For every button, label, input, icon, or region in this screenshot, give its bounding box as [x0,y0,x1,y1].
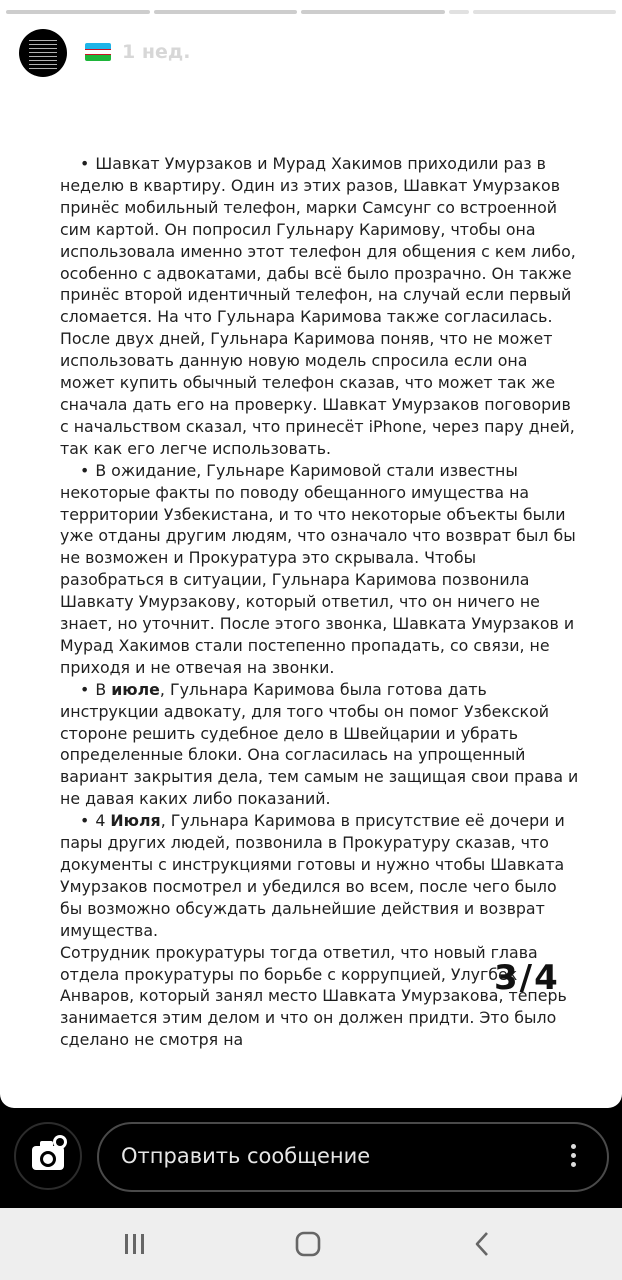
progress-segment [473,10,617,14]
text-segment: В [95,679,112,699]
camera-icon [16,1124,80,1188]
more-vertical-icon[interactable] [571,1144,577,1171]
back-icon[interactable] [462,1228,502,1260]
text-segment: Сотрудник прокуратуры тогда ответил, что новый глава отдела прокуратуры по борьбе с коррупцией, Улугбек Анваров, который занял место Шавката Умурзакова, теперь занимается этим делом и что он должен придти. Это было сделано не смотря на [60,942,567,1050]
progress-segment [449,10,469,14]
camera-button[interactable] [14,1122,82,1190]
send-message-placeholder: Отправить сообщение [121,1144,371,1168]
text-segment: , Гульнара Каримова в присутствие её дочери и пары других людей, позвонила в Прокуратуру сказав, что документы с инструкциями готовы и нужно чтобы Шавката Умурзаков посмотрел и убедился во всем, после чего было бы возможно обсуждать дальнейшие действия и возврат имущества. [60,811,565,940]
page-indicator: 3/4 [494,958,560,998]
progress-segment [154,10,298,14]
text-segment: Шавкат Умурзаков и Мурад Хакимов приходили раз в неделю в квартиру. Один из этих разов, Шавкат Умурзаков принёс мобильный телефон, марки Самсунг со встроенной сим картой. Он попросил Гульнару Каримову, чтобы она использовала именно этот телефон для общения с кем либо, особенно с адвокатами, дабы всё было прозрачно. Он также принёс второй идентичный телефон, на случай если первый сломается. На что Гульнара Каримова также согласилась. После двух дней, Гульнара Каримова поняв, что не может использовать данную новую модель спросила если она может купить обычный телефон сказав, что может так же сначала дать его на проверку. Шавкат Умурзаков поговорив с начальством сказал, что принесёт iPhone, через пару дней, так как его легче использовать. [60,154,576,458]
story-paragraph [60,679,580,810]
send-message-input[interactable] [97,1122,609,1192]
bullet-marker: • [80,811,90,831]
text-segment: , Гульнара Каримова была готова дать инструкции адвокату, для того чтобы он помог Узбекской стороне решить судебное дело в Швейцарии и убрать определенные блоки. Она согласилась на упрощенный вариант закрытия дела, тем самым не защищая свои права и не давая каких либо показаний. [60,679,579,809]
bullet-marker: • [80,679,90,699]
bullet-marker: • [80,154,90,173]
uzbekistan-flag-icon [85,43,111,61]
system-nav-bar [0,1208,622,1280]
progress-segment [301,10,445,14]
bullet-marker: • [80,460,90,480]
story-progress-bar [6,10,616,14]
bold-text-segment: июле [111,679,160,699]
avatar[interactable] [19,29,67,77]
story-paragraph [60,810,580,941]
text-segment: 4 [95,811,111,831]
home-icon[interactable] [288,1228,328,1260]
text-segment: В ожидание, Гульнаре Каримовой стали известны некоторые факты по поводу обещанного имущества на территории Узбекистана, и то что некоторые объекты были уже отданы другим людям, что означало что возврат был бы не возможен и Прокуратура это скрывала. Чтобы разобраться в ситуации, Гульнара Каримова позвонила Шавкату Умурзакову, который ответил, что он ничего не знает, но уточнит. После этого звонка, Шавката Умурзаков и Мурад Хакимов стали постепенно пропадать, со связи, не приходя и не отвечая на звонки. [60,460,576,677]
recent-apps-icon[interactable] [114,1228,154,1260]
story-paragraph [60,153,580,460]
story-paragraph [60,460,580,679]
progress-segment [6,10,150,14]
bold-text-segment: Июля [110,811,161,831]
story-text-body [60,153,580,1051]
story-time-ago: 1 нед. [122,41,191,63]
